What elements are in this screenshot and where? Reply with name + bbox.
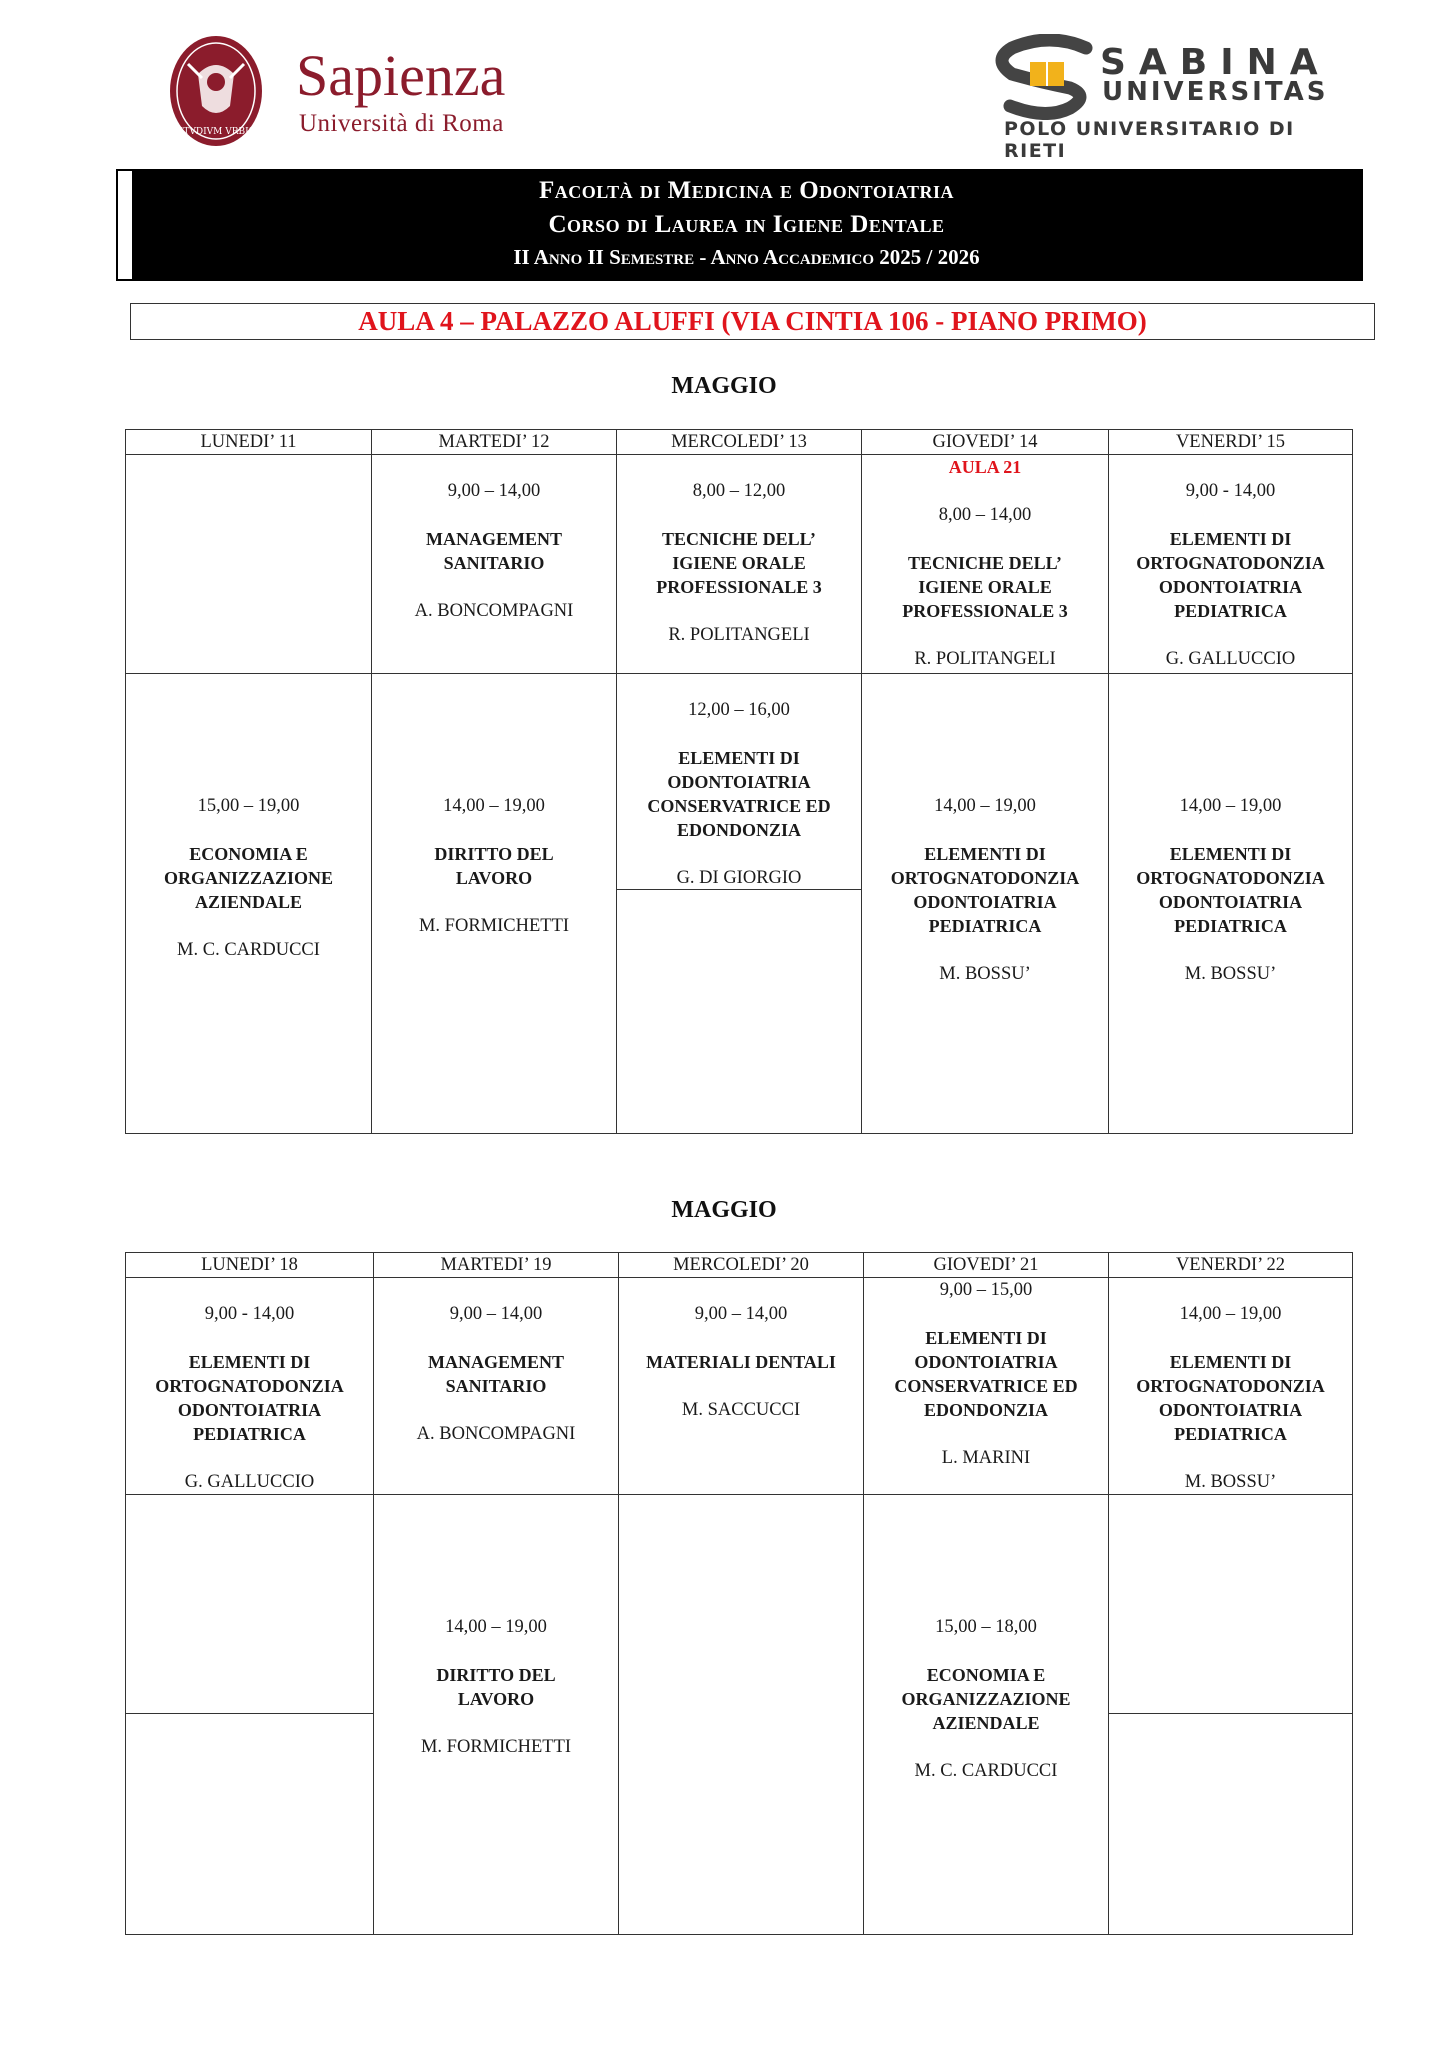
- lesson-cell: [862, 455, 1109, 674]
- lesson-time: 15,00 – 18,00: [935, 1617, 1037, 1637]
- lesson-subject: MATERIALI DENTALI: [646, 1352, 836, 1372]
- faculty-title: Facoltà di Medicina e Odontoiatria: [538, 177, 955, 204]
- lesson-professor: M. C. CARDUCCI: [914, 1761, 1058, 1781]
- year-semester: II Anno II Semestre - Anno Accademico 2025 / 2026: [513, 245, 980, 269]
- lesson-subject: TECNICHE DELL’ IGIENE ORALE PROFESSIONALE 3: [656, 529, 822, 597]
- day-header: GIOVEDI’ 21: [864, 1253, 1109, 1278]
- lesson-cell: [372, 674, 617, 1134]
- lesson-professor: A. BONCOMPAGNI: [416, 1424, 576, 1444]
- lesson-professor: A. BONCOMPAGNI: [414, 601, 574, 621]
- day-header: MERCOLEDI’ 13: [617, 430, 862, 455]
- table-row: [126, 1495, 1353, 1935]
- lesson-professor: M. FORMICHETTI: [420, 1737, 572, 1757]
- day-header: VENERDI’ 15: [1109, 430, 1353, 455]
- empty-slot: [619, 1495, 864, 1935]
- lesson-professor: M. C. CARDUCCI: [177, 940, 320, 960]
- lesson-professor: L. MARINI: [941, 1448, 1031, 1468]
- lesson-subject: ELEMENTI DI ORTOGNATODONZIA ODONTOIATRIA PEDIATRICA: [155, 1352, 344, 1444]
- lesson-time: 15,00 – 19,00: [197, 796, 300, 816]
- lesson-cell: [1109, 674, 1353, 1134]
- lesson-cell: [864, 1278, 1109, 1495]
- lesson-cell: [126, 1278, 374, 1495]
- lesson-cell: [864, 1495, 1109, 1935]
- table-row: [126, 1278, 1353, 1495]
- lesson-cell: [372, 455, 617, 674]
- lesson-cell: [619, 1278, 864, 1495]
- day-header: LUNEDI’ 11: [126, 430, 372, 455]
- lesson-time: 9,00 – 14,00: [447, 481, 541, 501]
- lesson-professor: M. BOSSU’: [1184, 964, 1277, 984]
- lesson-subject: ELEMENTI DI ORTOGNATODONZIA ODONTOIATRIA PEDIATRICA: [1136, 1352, 1325, 1444]
- sapienza-name: Sapienza: [296, 43, 506, 108]
- empty-slot: [126, 455, 372, 674]
- lesson-subject: TECNICHE DELL’ IGIENE ORALE PROFESSIONALE 3: [902, 553, 1068, 621]
- lesson-time: 12,00 – 16,00: [688, 700, 790, 720]
- lesson-cell: [617, 674, 862, 1134]
- lesson-subject: ELEMENTI DI ORTOGNATODONZIA ODONTOIATRIA PEDIATRICA: [1136, 529, 1325, 621]
- lesson-subject: ELEMENTI DI ORTOGNATODONZIA ODONTOIATRIA PEDIATRICA: [1136, 844, 1325, 936]
- lesson-time: 14,00 – 19,00: [443, 796, 545, 816]
- course-title: Corso di Laurea in Igiene Dentale: [548, 211, 945, 238]
- lesson-professor: M. BOSSU’: [1184, 1472, 1277, 1492]
- empty-slot: [1109, 1495, 1353, 1935]
- lesson-professor: R. POLITANGELI: [914, 649, 1056, 669]
- lesson-cell: [374, 1495, 619, 1935]
- schedule-table-week1: [125, 429, 1353, 1134]
- day-header: MARTEDI’ 12: [372, 430, 617, 455]
- lesson-time: 14,00 – 19,00: [445, 1617, 547, 1637]
- lesson-time: 14,00 – 19,00: [934, 796, 1036, 816]
- month-heading: MAGGIO: [671, 1197, 777, 1223]
- month-heading: MAGGIO: [671, 373, 777, 399]
- lesson-subject: ELEMENTI DI ODONTOIATRIA CONSERVATRICE ED EDONDONZIA: [647, 748, 831, 840]
- lesson-professor: M. SACCUCCI: [681, 1400, 801, 1420]
- table-row: [126, 674, 1353, 1134]
- schedule-table-week2: [125, 1252, 1353, 1935]
- sabina-name: SABINA: [1100, 42, 1331, 83]
- empty-slot: [126, 1495, 374, 1935]
- lesson-cell: [1109, 455, 1353, 674]
- day-header: MERCOLEDI’ 20: [619, 1253, 864, 1278]
- table-row: [126, 455, 1353, 674]
- lesson-subject: ECONOMIA E ORGANIZZAZIONE AZIENDALE: [163, 844, 334, 912]
- lesson-professor: M. FORMICHETTI: [418, 916, 570, 936]
- lesson-professor: G. DI GIORGIO: [676, 868, 802, 888]
- lesson-time: 9,00 – 15,00: [939, 1280, 1033, 1300]
- sabina-book-icon: [990, 34, 1106, 120]
- table-header-row: [126, 430, 1353, 455]
- lesson-cell: [374, 1278, 619, 1495]
- lesson-professor: M. BOSSU’: [939, 964, 1031, 984]
- lesson-time: 14,00 – 19,00: [1179, 796, 1282, 816]
- faculty-header: [118, 171, 1361, 279]
- sapienza-subtitle: Università di Roma: [299, 110, 504, 137]
- lesson-time: 9,00 – 14,00: [694, 1304, 788, 1324]
- lesson-cell: [617, 455, 862, 674]
- lesson-cell: [1109, 1278, 1353, 1495]
- day-header: VENERDI’ 22: [1109, 1253, 1353, 1278]
- day-header: LUNEDI’ 18: [126, 1253, 374, 1278]
- lesson-subject: DIRITTO DEL LAVORO: [436, 1665, 556, 1709]
- classroom-location: AULA 4 – PALAZZO ALUFFI (VIA CINTIA 106 - PIANO PRIMO): [130, 303, 1375, 340]
- lesson-time: 9,00 - 14,00: [1185, 481, 1276, 501]
- lesson-subject: ECONOMIA E ORGANIZZAZIONE AZIENDALE: [901, 1665, 1071, 1733]
- day-header: GIOVEDI’ 14: [862, 430, 1109, 455]
- lesson-subject: ELEMENTI DI ORTOGNATODONZIA ODONTOIATRIA PEDIATRICA: [890, 844, 1080, 936]
- lesson-time: 9,00 – 14,00: [449, 1304, 543, 1324]
- lesson-professor: R. POLITANGELI: [668, 625, 810, 645]
- lesson-subject: DIRITTO DEL LAVORO: [434, 844, 554, 888]
- lesson-time: 8,00 – 12,00: [692, 481, 786, 501]
- lesson-professor: G. GALLUCCIO: [184, 1472, 315, 1492]
- lesson-cell: [126, 674, 372, 1134]
- table-header-row: [126, 1253, 1353, 1278]
- sabina-polo: POLO UNIVERSITARIO DI RIETI: [1004, 118, 1295, 162]
- lesson-cell: [862, 674, 1109, 1134]
- room-note: AULA 21: [948, 457, 1022, 477]
- lesson-professor: G. GALLUCCIO: [1165, 649, 1296, 669]
- sabina-logo: [990, 34, 1350, 162]
- lesson-time: 14,00 – 19,00: [1179, 1304, 1282, 1324]
- sabina-universitas: UNIVERSITAS: [1102, 77, 1329, 107]
- day-header: MARTEDI’ 19: [374, 1253, 619, 1278]
- lesson-subject: ELEMENTI DI ODONTOIATRIA CONSERVATRICE ED EDONDONZIA: [894, 1328, 1078, 1420]
- sapienza-logo: [168, 34, 598, 154]
- sapienza-seal-icon: [168, 34, 264, 148]
- lesson-time: 9,00 - 14,00: [204, 1304, 295, 1324]
- lesson-subject: MANAGEMENT SANITARIO: [426, 529, 562, 573]
- svg-text:STVDIVM VRBIS: STVDIVM VRBIS: [177, 127, 255, 137]
- lesson-time: 8,00 – 14,00: [938, 505, 1032, 525]
- lesson-subject: MANAGEMENT SANITARIO: [428, 1352, 564, 1396]
